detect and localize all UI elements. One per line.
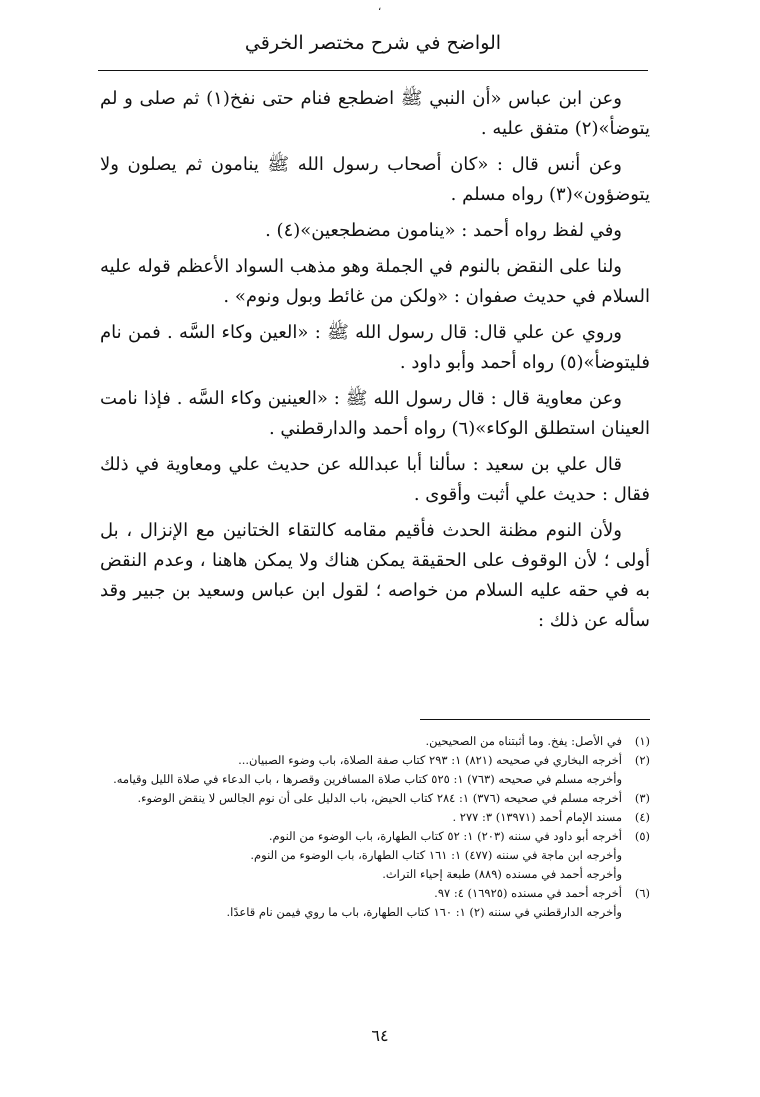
header-rule [98,70,648,71]
footnote-text: وأخرجه مسلم في صحيحه (٧٦٣) ١: ٥٢٥ كتاب صلاة المسافرين وقصرها ، باب الدعاء في صلاة الليل وقيامه. [113,772,622,786]
footnote-separator [420,719,650,720]
paragraph: قال علي بن سعيد : سألنا أبا عبدالله عن حديث علي ومعاوية في ذلك فقال : حديث علي أثبت وأقوى . [100,454,650,505]
footnote-number: (٦) [634,886,650,900]
paragraph: ولأن النوم مظنة الحدث فأقيم مقامه كالتقاء الختانين مع الإنزال ، بل أولى ؛ لأن الوقوف على الحقيقة يمكن هناك ولا يمكن هاهنا ، وعدم النقض به في حقه عليه السلام من خواصه ؛ لقول ابن عباس وسعيد بن جبير وقد سأله عن ذلك : [100,520,650,631]
page-number: ٦٤ [371,1026,389,1045]
footnote-continuation [100,770,650,789]
top-mark: ، [378,2,382,13]
footnote-text: أخرجه البخاري في صحيحه (٨٢١) ١: ٢٩٣ كتاب صفة الصلاة، باب وضوء الصبيان... [238,753,622,767]
footnote-text: أخرجه أبو داود في سننه (٢٠٣) ١: ٥٢ كتاب الطهارة، باب الوضوء من النوم. [268,829,622,843]
footnote-number: (١) [634,734,650,748]
footnotes [100,732,650,922]
footnote-number: (٢) [634,753,650,767]
footnote-text: وأخرجه ابن ماجة في سننه (٤٧٧) ١: ١٦١ كتاب الطهارة، باب الوضوء من النوم. [250,848,622,862]
paragraph: ولنا على النقض بالنوم في الجملة وهو مذهب السواد الأعظم قوله عليه السلام في حديث صفوان : «ولكن من غائط وبول ونوم» . [100,256,650,307]
footnote-text: وأخرجه أحمد في مسنده (٨٨٩) طبعة إحياء التراث. [382,867,622,881]
paragraph: وعن ابن عباس «أن النبي ﷺ اضطجع فنام حتى نفخ(١) ثم صلى و لم يتوضأ»(٢) متفق عليه . [100,88,650,139]
paragraph: وعن معاوية قال : قال رسول الله ﷺ : «العينين وكاء السَّه . فإذا نامت العينان استطلق الوكاء»(٦) رواه أحمد والدارقطني . [100,388,650,439]
footnote-continuation [100,846,650,865]
footnote [100,732,650,751]
footnote-text: وأخرجه الدارقطني في سننه (٢) ١: ١٦٠ كتاب الطهارة، باب ما روي فيمن نام قاعدًا. [226,905,622,919]
footnote [100,789,650,808]
footnote-text: في الأصل: يفخ. وما أثبتناه من الصحيحين. [425,734,622,748]
footnote-number: (٣) [634,791,650,805]
footnote-text: مسند الإمام أحمد (١٣٩٧١) ٣: ٢٧٧ . [452,810,622,824]
footnote-continuation [100,903,650,922]
paragraph: وروي عن علي قال: قال رسول الله ﷺ : «العين وكاء السَّه . فمن نام فليتوضأ»(٥) رواه أحمد وأبو داود . [100,322,650,373]
footnote-continuation [100,865,650,884]
paragraph: وعن أنس قال : «كان أصحاب رسول الله ﷺ ينامون ثم يصلون ولا يتوضؤون»(٣) رواه مسلم . [100,154,650,205]
footnote [100,808,650,827]
running-header-title: الواضح في شرح مختصر الخرقي [244,32,502,54]
footnote [100,751,650,770]
footnote [100,884,650,903]
footnote-text: أخرجه مسلم في صحيحه (٣٧٦) ١: ٢٨٤ كتاب الحيض، باب الدليل على أن نوم الجالس لا ينقض الوضوء. [137,791,622,805]
footnote-number: (٥) [634,829,650,843]
footnote-text: أخرجه أحمد في مسنده (١٦٩٢٥) ٤: ٩٧. [434,886,622,900]
paragraph: وفي لفظ رواه أحمد : «ينامون مضطجعين»(٤) . [265,220,622,241]
footnote [100,827,650,846]
main-text [100,84,650,642]
footnote-number: (٤) [634,810,650,824]
